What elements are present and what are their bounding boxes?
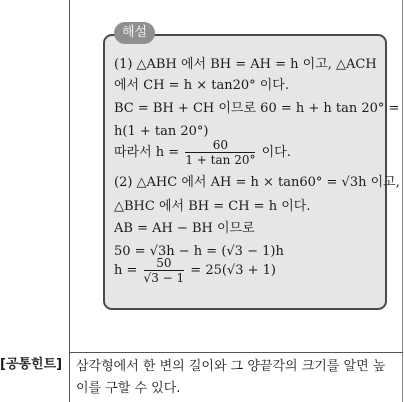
hint-label: [공통힌트] [0, 357, 63, 372]
solution-line-4: h(1 + tan 20°) [114, 124, 209, 139]
solution-tag: 해설 [114, 22, 155, 44]
fraction-numerator: 50 [156, 256, 172, 270]
solution-line-5 [114, 138, 291, 167]
fraction-60 [185, 138, 255, 167]
line10-prefix: h = [114, 263, 138, 278]
line5-prefix: 따라서 h = [114, 145, 180, 160]
hint-text: 삼각형에서 한 변의 길이와 그 양끝각의 크기를 알면 높이를 구할 수 있다. [76, 359, 386, 396]
line5-suffix: 이다. [261, 145, 291, 160]
fraction-numerator: 60 [212, 138, 229, 152]
solution-line-1: (1) △ABH 에서 BH = AH = h 이고, △ACH [114, 57, 377, 72]
hint-separator [69, 352, 403, 353]
solution-line-10 [114, 256, 276, 285]
solution-line-7: △BHC 에서 BH = CH = h 이다. [114, 199, 311, 214]
frame-left-rule [69, 0, 70, 402]
solution-line-3: BC = BH + CH 이므로 60 = h + h tan 20° = [114, 101, 400, 116]
solution-line-2: 에서 CH = h × tan20° 이다. [114, 78, 289, 93]
solution-line-8: AB = AH − BH 이므로 [114, 221, 255, 236]
solution-line-9: 50 = √3h − h = (√3 − 1)h [114, 244, 284, 259]
solution-line-6: (2) △AHC 에서 AH = h × tan60° = √3h 이고, [114, 175, 400, 190]
fraction-50 [144, 256, 185, 285]
line10-suffix: = 25(√3 + 1) [190, 263, 276, 278]
fraction-denominator: 1 + tan 20° [185, 153, 256, 167]
frame-right-rule [402, 0, 403, 402]
fraction-denominator: √3 − 1 [143, 271, 185, 285]
